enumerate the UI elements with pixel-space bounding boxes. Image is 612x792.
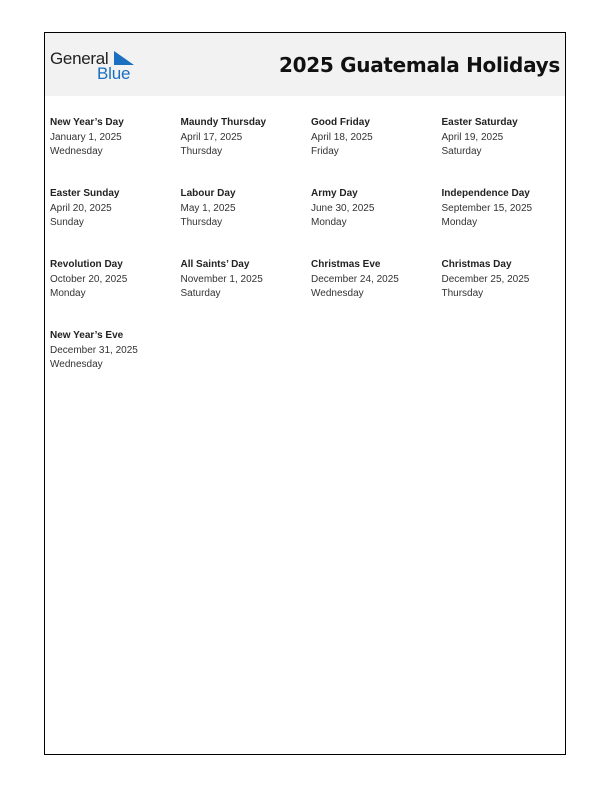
holiday-date: November 1, 2025 bbox=[180, 273, 263, 285]
holiday-name: Army Day bbox=[311, 188, 358, 199]
holiday-day: Saturday bbox=[180, 288, 221, 299]
holiday-day: Wednesday bbox=[50, 359, 103, 370]
holiday-name: Revolution Day bbox=[50, 259, 123, 270]
page-title: 2025 Guatemala Holidays bbox=[279, 53, 560, 77]
logo-triangle-icon bbox=[114, 51, 134, 65]
holiday-name: New Year’s Eve bbox=[50, 330, 124, 341]
holiday-entry bbox=[181, 116, 312, 187]
holiday-entry bbox=[50, 258, 181, 329]
holiday-grid bbox=[50, 116, 565, 400]
holiday-name: New Year’s Day bbox=[50, 117, 124, 128]
holiday-day: Saturday bbox=[441, 146, 482, 157]
logo-general-text: General bbox=[50, 49, 109, 68]
holiday-name: Independence Day bbox=[441, 188, 530, 199]
holiday-date: April 19, 2025 bbox=[441, 131, 504, 143]
holiday-day: Thursday bbox=[441, 288, 484, 299]
holiday-entry bbox=[442, 187, 565, 258]
holiday-name: Easter Sunday bbox=[50, 188, 120, 199]
holiday-name: Labour Day bbox=[180, 188, 236, 199]
holiday-day: Wednesday bbox=[311, 288, 364, 299]
holiday-day: Monday bbox=[50, 288, 86, 299]
header-band bbox=[45, 33, 565, 96]
holiday-entry bbox=[50, 116, 181, 187]
holiday-date: April 18, 2025 bbox=[311, 131, 373, 143]
holiday-day: Friday bbox=[311, 146, 339, 157]
holiday-day: Sunday bbox=[50, 217, 84, 228]
holiday-day: Thursday bbox=[180, 146, 223, 157]
holiday-entry bbox=[181, 258, 312, 329]
holiday-date: June 30, 2025 bbox=[311, 202, 375, 214]
holiday-date: April 17, 2025 bbox=[180, 131, 243, 143]
holiday-entry bbox=[311, 258, 442, 329]
holiday-entry bbox=[181, 187, 312, 258]
holiday-entry bbox=[442, 116, 565, 187]
logo-blue-text: Blue bbox=[97, 64, 131, 83]
holiday-name: Maundy Thursday bbox=[180, 117, 267, 128]
holiday-entry bbox=[311, 116, 442, 187]
holiday-date: December 31, 2025 bbox=[50, 344, 138, 356]
holiday-name: Good Friday bbox=[311, 117, 370, 128]
holiday-date: December 24, 2025 bbox=[311, 273, 399, 285]
holiday-name: Easter Saturday bbox=[441, 117, 518, 128]
logo bbox=[50, 49, 140, 83]
holiday-name: All Saints’ Day bbox=[180, 259, 250, 270]
holiday-name: Christmas Eve bbox=[311, 259, 381, 270]
holiday-name: Christmas Day bbox=[441, 259, 512, 270]
holiday-entry bbox=[50, 329, 181, 400]
holiday-entry bbox=[50, 187, 181, 258]
page-frame bbox=[44, 32, 566, 755]
holiday-entry bbox=[442, 258, 565, 329]
holiday-date: October 20, 2025 bbox=[50, 273, 128, 285]
holiday-date: December 25, 2025 bbox=[441, 273, 530, 285]
holiday-entry bbox=[311, 187, 442, 258]
holiday-date: May 1, 2025 bbox=[180, 202, 236, 214]
holiday-date: September 15, 2025 bbox=[441, 202, 533, 214]
holiday-day: Monday bbox=[441, 217, 478, 228]
holiday-day: Thursday bbox=[180, 217, 223, 228]
holiday-day: Monday bbox=[311, 217, 347, 228]
holiday-day: Wednesday bbox=[50, 146, 103, 157]
holiday-date: April 20, 2025 bbox=[50, 202, 112, 214]
holiday-date: January 1, 2025 bbox=[50, 131, 122, 143]
